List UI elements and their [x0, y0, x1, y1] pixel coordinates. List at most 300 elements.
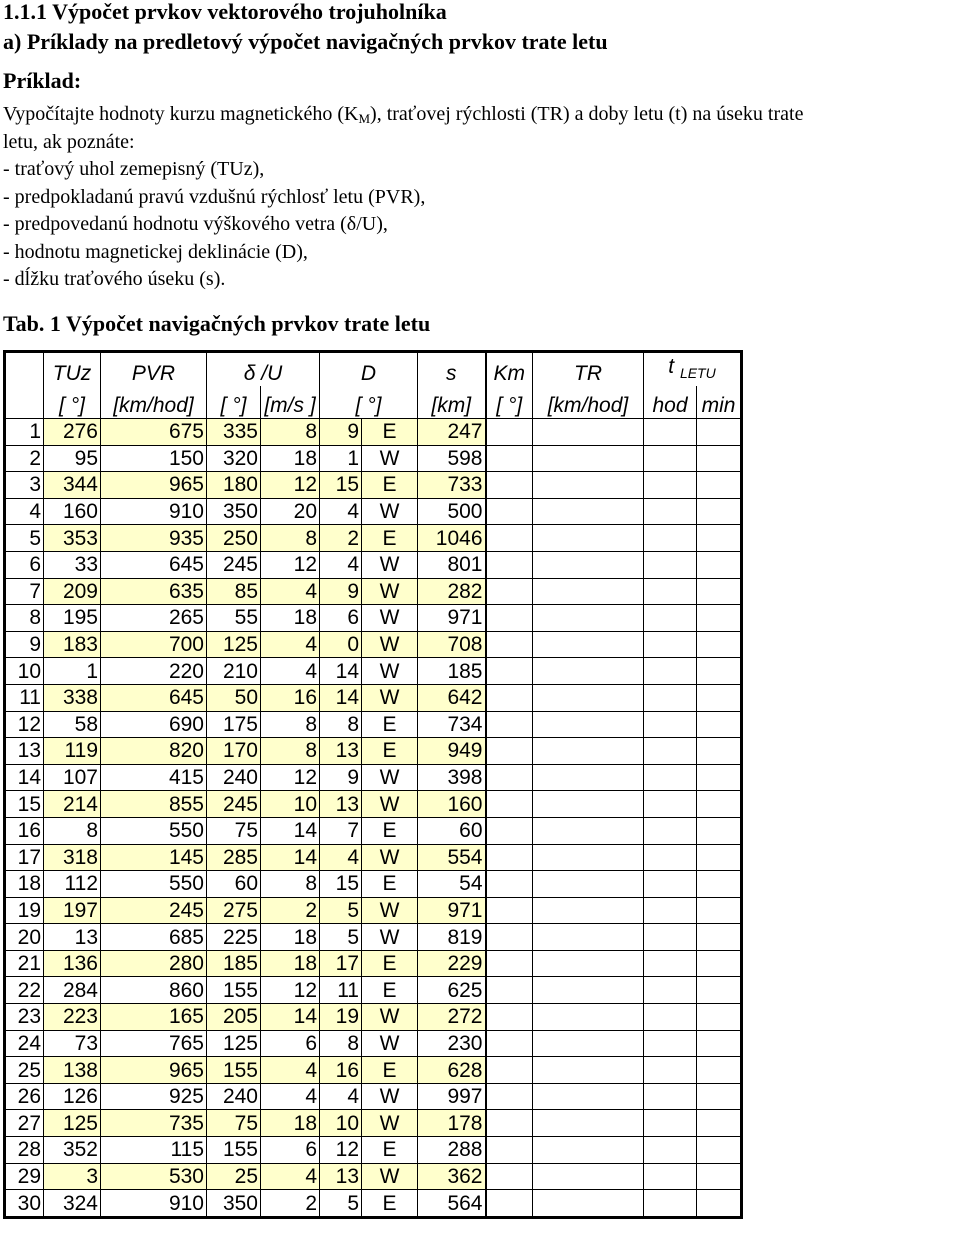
- cell-tr[interactable]: [533, 738, 644, 765]
- cell-d: 11: [320, 977, 362, 1004]
- cell-hod[interactable]: [644, 445, 697, 472]
- cell-delta: 245: [207, 791, 261, 818]
- cell-hod[interactable]: [644, 605, 697, 632]
- cell-tuz: 318: [44, 844, 101, 871]
- cell-delta: 205: [207, 1004, 261, 1031]
- cell-d-dir: W: [362, 844, 418, 871]
- cell-d: 5: [320, 924, 362, 951]
- cell-delta: 170: [207, 738, 261, 765]
- cell-min[interactable]: [697, 472, 742, 499]
- cell-km[interactable]: [486, 1004, 533, 1031]
- cell-pvr: 735: [101, 1110, 207, 1137]
- cell-s: 288: [418, 1137, 486, 1164]
- cell-tr[interactable]: [533, 1137, 644, 1164]
- cell-tr[interactable]: [533, 525, 644, 552]
- cell-d-dir: W: [362, 684, 418, 711]
- cell-d: 15: [320, 871, 362, 898]
- cell-hod[interactable]: [644, 817, 697, 844]
- row-number: 19: [5, 897, 44, 924]
- cell-tr[interactable]: [533, 445, 644, 472]
- row-number: 11: [5, 684, 44, 711]
- table-row: [5, 472, 742, 499]
- cell-u: 4: [261, 658, 320, 685]
- cell-km[interactable]: [486, 897, 533, 924]
- cell-s: 625: [418, 977, 486, 1004]
- row-number: 26: [5, 1083, 44, 1110]
- cell-km[interactable]: [486, 445, 533, 472]
- cell-hod[interactable]: [644, 711, 697, 738]
- cell-delta: 245: [207, 551, 261, 578]
- cell-km[interactable]: [486, 498, 533, 525]
- cell-tuz: 197: [44, 897, 101, 924]
- cell-tr[interactable]: [533, 1190, 644, 1218]
- cell-km[interactable]: [486, 472, 533, 499]
- cell-pvr: 675: [101, 419, 207, 446]
- cell-tuz: 276: [44, 419, 101, 446]
- cell-tr[interactable]: [533, 419, 644, 446]
- cell-min[interactable]: [697, 1137, 742, 1164]
- cell-tuz: 126: [44, 1083, 101, 1110]
- cell-d: 5: [320, 1190, 362, 1218]
- cell-km[interactable]: [486, 844, 533, 871]
- cell-tuz: 107: [44, 764, 101, 791]
- table-row: [5, 551, 742, 578]
- cell-tuz: 284: [44, 977, 101, 1004]
- cell-km[interactable]: [486, 977, 533, 1004]
- cell-s: 229: [418, 950, 486, 977]
- col-header-km: Km: [486, 352, 533, 387]
- row-number: 18: [5, 871, 44, 898]
- table-row: [5, 498, 742, 525]
- cell-hod[interactable]: [644, 525, 697, 552]
- cell-d: 1: [320, 445, 362, 472]
- cell-hod[interactable]: [644, 684, 697, 711]
- row-number: 13: [5, 738, 44, 765]
- cell-hod[interactable]: [644, 738, 697, 765]
- cell-pvr: 165: [101, 1004, 207, 1031]
- cell-tr[interactable]: [533, 817, 644, 844]
- table-row: [5, 1057, 742, 1084]
- cell-pvr: 820: [101, 738, 207, 765]
- cell-min[interactable]: [697, 1057, 742, 1084]
- table-row: [5, 791, 742, 818]
- row-number: 12: [5, 711, 44, 738]
- cell-tuz: 195: [44, 605, 101, 632]
- cell-tuz: 183: [44, 631, 101, 658]
- cell-s: 708: [418, 631, 486, 658]
- cell-hod[interactable]: [644, 1190, 697, 1218]
- cell-delta: 75: [207, 817, 261, 844]
- cell-d: 17: [320, 950, 362, 977]
- cell-tr[interactable]: [533, 1110, 644, 1137]
- cell-tuz: 353: [44, 525, 101, 552]
- cell-d: 9: [320, 578, 362, 605]
- cell-s: 1046: [418, 525, 486, 552]
- col-header-d: D: [320, 352, 418, 387]
- row-number: 14: [5, 764, 44, 791]
- row-number: 20: [5, 924, 44, 951]
- cell-hod[interactable]: [644, 950, 697, 977]
- cell-d: 9: [320, 764, 362, 791]
- row-number: 1: [5, 419, 44, 446]
- cell-km[interactable]: [486, 1190, 533, 1218]
- cell-hod[interactable]: [644, 844, 697, 871]
- cell-d-dir: E: [362, 525, 418, 552]
- cell-s: 801: [418, 551, 486, 578]
- cell-tr[interactable]: [533, 1057, 644, 1084]
- cell-min[interactable]: [697, 551, 742, 578]
- cell-u: 18: [261, 924, 320, 951]
- cell-min[interactable]: [697, 844, 742, 871]
- cell-tr[interactable]: [533, 684, 644, 711]
- cell-min[interactable]: [697, 631, 742, 658]
- cell-u: 10: [261, 791, 320, 818]
- cell-km[interactable]: [486, 605, 533, 632]
- cell-pvr: 145: [101, 844, 207, 871]
- cell-km[interactable]: [486, 1083, 533, 1110]
- cell-u: 12: [261, 764, 320, 791]
- cell-s: 362: [418, 1163, 486, 1190]
- cell-hod[interactable]: [644, 1030, 697, 1057]
- cell-d-dir: W: [362, 897, 418, 924]
- cell-tr[interactable]: [533, 1004, 644, 1031]
- table-row: [5, 578, 742, 605]
- task-item: - dĺžku traťového úseku (s).: [3, 268, 226, 290]
- cell-s: 642: [418, 684, 486, 711]
- cell-min[interactable]: [697, 445, 742, 472]
- cell-tr[interactable]: [533, 1083, 644, 1110]
- cell-km[interactable]: [486, 738, 533, 765]
- cell-delta: 85: [207, 578, 261, 605]
- cell-hod[interactable]: [644, 897, 697, 924]
- cell-tr[interactable]: [533, 764, 644, 791]
- cell-delta: 60: [207, 871, 261, 898]
- cell-s: 734: [418, 711, 486, 738]
- cell-km[interactable]: [486, 791, 533, 818]
- cell-min[interactable]: [697, 525, 742, 552]
- cell-pvr: 765: [101, 1030, 207, 1057]
- cell-km[interactable]: [486, 1163, 533, 1190]
- cell-s: 178: [418, 1110, 486, 1137]
- cell-d: 7: [320, 817, 362, 844]
- cell-tr[interactable]: [533, 871, 644, 898]
- cell-delta: 155: [207, 977, 261, 1004]
- cell-s: 282: [418, 578, 486, 605]
- cell-tr[interactable]: [533, 551, 644, 578]
- cell-tr[interactable]: [533, 1163, 644, 1190]
- unit-u: [m/s ]: [261, 386, 320, 419]
- cell-d: 4: [320, 498, 362, 525]
- cell-s: 272: [418, 1004, 486, 1031]
- cell-hod[interactable]: [644, 924, 697, 951]
- cell-u: 4: [261, 1057, 320, 1084]
- cell-delta: 335: [207, 419, 261, 446]
- cell-s: 971: [418, 897, 486, 924]
- cell-s: 160: [418, 791, 486, 818]
- table-row: [5, 1110, 742, 1137]
- cell-pvr: 635: [101, 578, 207, 605]
- cell-hod[interactable]: [644, 472, 697, 499]
- subsection-heading: a) Príklady na predletový výpočet navigačných prvkov trate letu: [3, 29, 608, 54]
- cell-delta: 350: [207, 1190, 261, 1218]
- cell-delta: 250: [207, 525, 261, 552]
- row-number: 29: [5, 1163, 44, 1190]
- row-number: 22: [5, 977, 44, 1004]
- cell-d: 16: [320, 1057, 362, 1084]
- cell-tr[interactable]: [533, 711, 644, 738]
- cell-hod[interactable]: [644, 1110, 697, 1137]
- table-row: [5, 871, 742, 898]
- cell-tr[interactable]: [533, 631, 644, 658]
- cell-km[interactable]: [486, 419, 533, 446]
- cell-min[interactable]: [697, 764, 742, 791]
- cell-min[interactable]: [697, 419, 742, 446]
- cell-km[interactable]: [486, 817, 533, 844]
- table-row: [5, 1030, 742, 1057]
- cell-u: 16: [261, 684, 320, 711]
- cell-d-dir: W: [362, 1004, 418, 1031]
- cell-d-dir: W: [362, 578, 418, 605]
- row-number: 9: [5, 631, 44, 658]
- cell-pvr: 550: [101, 817, 207, 844]
- cell-d-dir: W: [362, 764, 418, 791]
- cell-min[interactable]: [697, 658, 742, 685]
- cell-hod[interactable]: [644, 498, 697, 525]
- cell-d-dir: W: [362, 1110, 418, 1137]
- task-item: - predpovedanú hodnotu výškového vetra (δ/U),: [3, 213, 388, 235]
- col-header-tr: TR: [533, 352, 644, 387]
- cell-km[interactable]: [486, 711, 533, 738]
- cell-d: 14: [320, 658, 362, 685]
- cell-hod[interactable]: [644, 578, 697, 605]
- cell-pvr: 220: [101, 658, 207, 685]
- cell-tr[interactable]: [533, 498, 644, 525]
- cell-min[interactable]: [697, 684, 742, 711]
- table-row: [5, 1137, 742, 1164]
- cell-hod[interactable]: [644, 1057, 697, 1084]
- cell-d: 8: [320, 1030, 362, 1057]
- cell-min[interactable]: [697, 711, 742, 738]
- row-number: 17: [5, 844, 44, 871]
- table-row: [5, 445, 742, 472]
- cell-tr[interactable]: [533, 605, 644, 632]
- cell-s: 60: [418, 817, 486, 844]
- row-number: 30: [5, 1190, 44, 1218]
- cell-delta: 125: [207, 631, 261, 658]
- cell-km[interactable]: [486, 924, 533, 951]
- cell-min[interactable]: [697, 578, 742, 605]
- cell-d-dir: W: [362, 924, 418, 951]
- cell-hod[interactable]: [644, 1137, 697, 1164]
- cell-u: 20: [261, 498, 320, 525]
- cell-hod[interactable]: [644, 1083, 697, 1110]
- row-number: 8: [5, 605, 44, 632]
- col-header-t-letu: t $_{LETU}$: [644, 352, 742, 387]
- cell-km[interactable]: [486, 525, 533, 552]
- cell-u: 2: [261, 897, 320, 924]
- cell-tr[interactable]: [533, 844, 644, 871]
- cell-hod[interactable]: [644, 1004, 697, 1031]
- cell-u: 12: [261, 472, 320, 499]
- cell-d-dir: E: [362, 1057, 418, 1084]
- cell-hod[interactable]: [644, 764, 697, 791]
- cell-tuz: 209: [44, 578, 101, 605]
- cell-km[interactable]: [486, 631, 533, 658]
- cell-km[interactable]: [486, 1057, 533, 1084]
- cell-u: 18: [261, 445, 320, 472]
- cell-min[interactable]: [697, 1004, 742, 1031]
- cell-s: 230: [418, 1030, 486, 1057]
- cell-d-dir: E: [362, 711, 418, 738]
- table-row: [5, 711, 742, 738]
- table-row: [5, 419, 742, 446]
- cell-d-dir: W: [362, 605, 418, 632]
- cell-u: 14: [261, 1004, 320, 1031]
- cell-u: 4: [261, 1083, 320, 1110]
- cell-hod[interactable]: [644, 419, 697, 446]
- cell-min[interactable]: [697, 897, 742, 924]
- cell-delta: 240: [207, 764, 261, 791]
- row-number: 25: [5, 1057, 44, 1084]
- table-row: [5, 631, 742, 658]
- cell-u: 8: [261, 419, 320, 446]
- cell-tr[interactable]: [533, 950, 644, 977]
- cell-km[interactable]: [486, 950, 533, 977]
- cell-km[interactable]: [486, 578, 533, 605]
- cell-d: 4: [320, 551, 362, 578]
- unit-hod: hod: [644, 386, 697, 419]
- cell-d: 13: [320, 738, 362, 765]
- cell-km[interactable]: [486, 1110, 533, 1137]
- cell-u: 14: [261, 817, 320, 844]
- cell-min[interactable]: [697, 498, 742, 525]
- cell-pvr: 645: [101, 551, 207, 578]
- cell-pvr: 860: [101, 977, 207, 1004]
- cell-km[interactable]: [486, 658, 533, 685]
- cell-d-dir: E: [362, 472, 418, 499]
- cell-pvr: 550: [101, 871, 207, 898]
- cell-hod[interactable]: [644, 1163, 697, 1190]
- cell-hod[interactable]: [644, 658, 697, 685]
- row-number: 27: [5, 1110, 44, 1137]
- cell-min[interactable]: [697, 924, 742, 951]
- cell-min[interactable]: [697, 817, 742, 844]
- cell-delta: 225: [207, 924, 261, 951]
- cell-min[interactable]: [697, 738, 742, 765]
- cell-delta: 350: [207, 498, 261, 525]
- cell-u: 18: [261, 950, 320, 977]
- cell-d-dir: E: [362, 419, 418, 446]
- cell-min[interactable]: [697, 1110, 742, 1137]
- task-item: - predpokladanú pravú vzdušnú rýchlosť letu (PVR),: [3, 185, 426, 208]
- cell-tuz: 13: [44, 924, 101, 951]
- cell-delta: 125: [207, 1030, 261, 1057]
- cell-min[interactable]: [697, 977, 742, 1004]
- cell-min[interactable]: [697, 791, 742, 818]
- cell-d: 2: [320, 525, 362, 552]
- table-row: [5, 950, 742, 977]
- cell-u: 4: [261, 578, 320, 605]
- cell-tr[interactable]: [533, 791, 644, 818]
- cell-tr[interactable]: [533, 472, 644, 499]
- cell-d-dir: W: [362, 1163, 418, 1190]
- cell-pvr: 965: [101, 472, 207, 499]
- cell-hod[interactable]: [644, 551, 697, 578]
- cell-delta: 210: [207, 658, 261, 685]
- cell-min[interactable]: [697, 605, 742, 632]
- cell-hod[interactable]: [644, 631, 697, 658]
- cell-hod[interactable]: [644, 977, 697, 1004]
- cell-min[interactable]: [697, 1083, 742, 1110]
- row-number: 10: [5, 658, 44, 685]
- row-number: 2: [5, 445, 44, 472]
- cell-u: 4: [261, 631, 320, 658]
- row-number: 3: [5, 472, 44, 499]
- table-header-row-1: [5, 352, 742, 387]
- task-item: - hodnotu magnetickej deklinácie (D),: [3, 240, 308, 263]
- cell-s: 819: [418, 924, 486, 951]
- cell-min[interactable]: [697, 950, 742, 977]
- cell-s: 971: [418, 605, 486, 632]
- cell-tr[interactable]: [533, 977, 644, 1004]
- cell-km[interactable]: [486, 1030, 533, 1057]
- cell-min[interactable]: [697, 871, 742, 898]
- cell-tuz: 95: [44, 445, 101, 472]
- task-line-2: letu, ak poznáte:: [3, 130, 135, 153]
- cell-u: 8: [261, 711, 320, 738]
- row-number: 6: [5, 551, 44, 578]
- cell-tr[interactable]: [533, 1030, 644, 1057]
- cell-u: 8: [261, 525, 320, 552]
- cell-km[interactable]: [486, 684, 533, 711]
- cell-min[interactable]: [697, 1163, 742, 1190]
- cell-min[interactable]: [697, 1190, 742, 1218]
- cell-tuz: 1: [44, 658, 101, 685]
- cell-s: 997: [418, 1083, 486, 1110]
- table-row: [5, 764, 742, 791]
- cell-d-dir: W: [362, 445, 418, 472]
- task-line-1: Vypočítajte hodnoty kurzu magnetického $(K_M)$, traťovej rýchlosti (TR) a doby letu (t) na úseku trate: [3, 103, 804, 126]
- cell-tr[interactable]: [533, 897, 644, 924]
- cell-tuz: 214: [44, 791, 101, 818]
- cell-tuz: 338: [44, 684, 101, 711]
- cell-km[interactable]: [486, 764, 533, 791]
- col-header-delta-u: δ /U: [207, 352, 320, 387]
- cell-pvr: 530: [101, 1163, 207, 1190]
- cell-min[interactable]: [697, 1030, 742, 1057]
- cell-hod[interactable]: [644, 871, 697, 898]
- cell-hod[interactable]: [644, 791, 697, 818]
- cell-tr[interactable]: [533, 924, 644, 951]
- cell-km[interactable]: [486, 1137, 533, 1164]
- cell-pvr: 150: [101, 445, 207, 472]
- cell-km[interactable]: [486, 871, 533, 898]
- table-row: [5, 817, 742, 844]
- cell-tr[interactable]: [533, 578, 644, 605]
- navigation-table: [3, 350, 743, 1219]
- table-row: [5, 1083, 742, 1110]
- cell-s: 598: [418, 445, 486, 472]
- cell-pvr: 935: [101, 525, 207, 552]
- cell-s: 185: [418, 658, 486, 685]
- unit-delta: [ °]: [207, 386, 261, 419]
- cell-km[interactable]: [486, 551, 533, 578]
- cell-tr[interactable]: [533, 658, 644, 685]
- table-row: [5, 924, 742, 951]
- cell-u: 6: [261, 1030, 320, 1057]
- unit-s: [km]: [418, 386, 486, 419]
- row-number: 5: [5, 525, 44, 552]
